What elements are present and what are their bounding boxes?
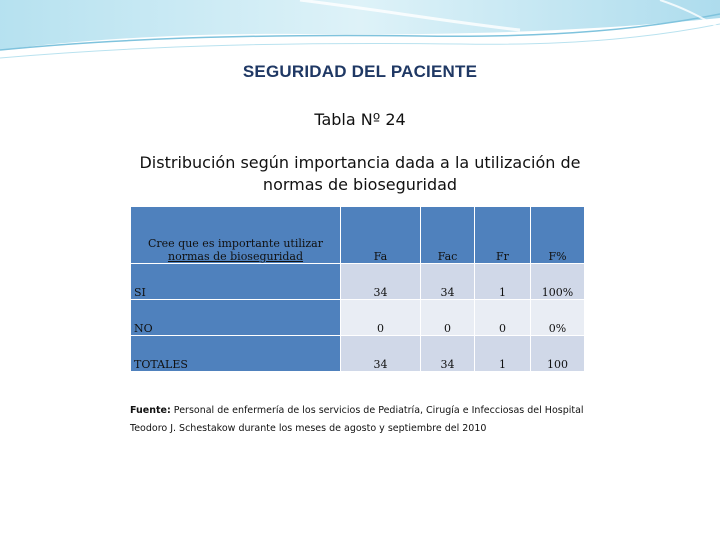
header-question — [131, 207, 341, 264]
cell-fac: 0 — [421, 300, 475, 336]
header-question-line-2: normas de bioseguridad — [167, 250, 304, 263]
row-label: SI — [131, 264, 341, 300]
source-text-line-2: Teodoro J. Schestakow durante los meses de agosto y septiembre del 2010 — [130, 423, 487, 434]
subtitle-line-2: normas de bioseguridad — [262, 175, 458, 194]
cell-fac: 34 — [421, 336, 475, 372]
table-number: Tabla Nº 24 — [314, 110, 406, 129]
cell-fr: 0 — [475, 300, 531, 336]
header-fpct: F% — [531, 207, 585, 264]
cell-fa: 34 — [341, 336, 421, 372]
cell-fr: 1 — [475, 336, 531, 372]
cell-fa: 0 — [341, 300, 421, 336]
row-label: NO — [131, 300, 341, 336]
header-fr: Fr — [475, 207, 531, 264]
cell-fpct: 100 — [531, 336, 585, 372]
table-row — [131, 300, 585, 336]
table-header-row — [131, 207, 585, 264]
source-note — [130, 402, 630, 438]
header-question-line-1: Cree que es importante utilizar — [147, 237, 323, 250]
row-label: TOTALES — [131, 336, 341, 372]
page-title: SEGURIDAD DEL PACIENTE — [242, 62, 478, 81]
cell-fr: 1 — [475, 264, 531, 300]
cell-fac: 34 — [421, 264, 475, 300]
source-label: Fuente: — [130, 405, 171, 416]
table-row — [131, 264, 585, 300]
subtitle-line-1: Distribución según importancia dada a la utilización de — [139, 153, 581, 172]
cell-fpct: 0% — [531, 300, 585, 336]
cell-fa: 34 — [341, 264, 421, 300]
header-fa: Fa — [341, 207, 421, 264]
table-row — [131, 336, 585, 372]
distribution-table — [130, 206, 585, 372]
table-subtitle — [100, 152, 620, 196]
header-fac: Fac — [421, 207, 475, 264]
cell-fpct: 100% — [531, 264, 585, 300]
source-text-line-1: Personal de enfermería de los servicios de Pediatría, Cirugía e Infecciosas del Hospital — [170, 405, 584, 416]
source-line-1 — [130, 402, 630, 420]
